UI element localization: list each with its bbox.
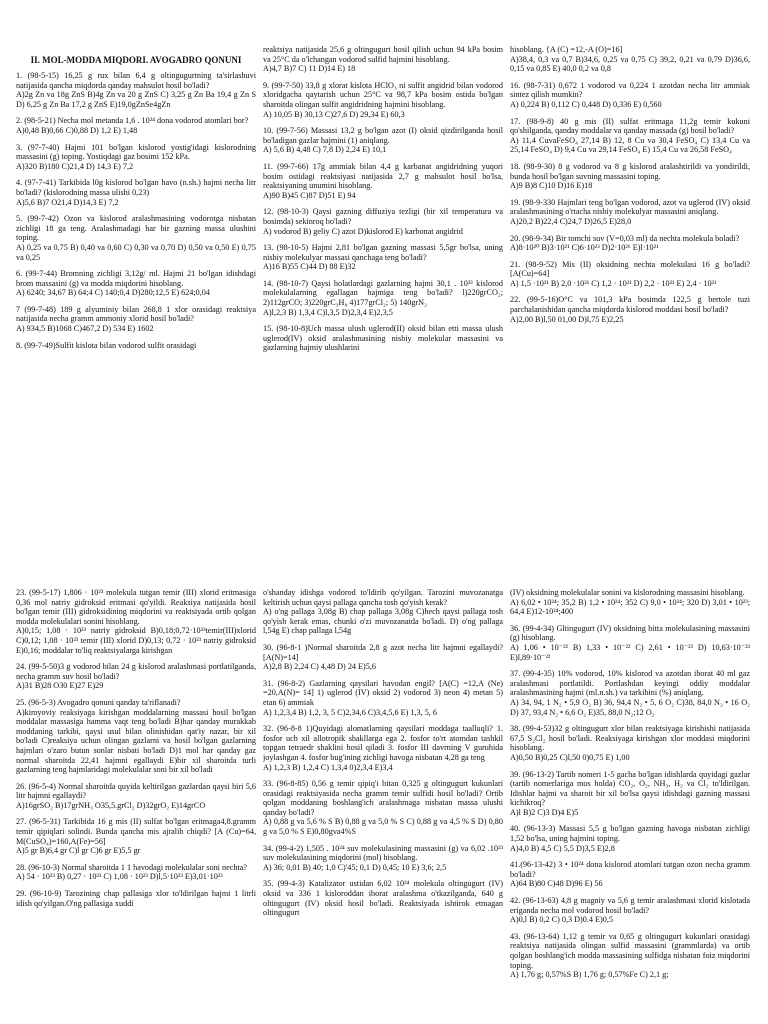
question-item: [510, 260, 750, 289]
answer-options: A) 6,02 • 10²⁴; 35,2 B) 1,2 • 10²⁴; 352 C) 9,0 • 10²⁴; 320 D) 3,01 • 10²³; 64,4 E)12-10²⁴;400: [510, 597, 750, 617]
question-text: 8. (99-7-49)Sulfit kislota bilan vodorod sulfit orasidagi: [16, 340, 197, 350]
question-item: [263, 724, 503, 772]
answer-options: A)64 B)80 C)48 D)96 E) 56: [510, 879, 603, 889]
answer-options: A)2,8 B) 2,24 C) 4,48 D) 24 E)5,6: [263, 662, 377, 672]
question-list: [16, 71, 256, 350]
column-bottom-1: [16, 588, 256, 1024]
answer-options: A) 54 · 10²³ B) 0,27 · 10²³ C) 1,08 · 10²³ D)l,5·10²³ E)3,01·10²³: [16, 872, 223, 882]
question-item: [16, 143, 256, 172]
question-text: 32. (96-8-8 1)Quyidagi alomatlarning qaysilari moddaga taalluqli? 1. fosfor uch xil allotropik shakllarga ega 2. fosfor to'rt atomdan tashkil topgan tetraedr shaklini hosil qiladi 3. fosfor III davrning V guruhida joylashgan 4. fosfor bug'ining zichligi havoga nisbatan 4,28 ga teng: [263, 724, 503, 762]
question-item: [263, 324, 503, 353]
question-item: [510, 860, 750, 889]
column-top-1: [16, 45, 256, 490]
question-text: 2. (98-5-21) Necha mol metanda 1,6 . 10²⁴ dona vodorod atomlari bor?: [16, 116, 249, 126]
question-list: [263, 588, 503, 918]
question-item: [510, 624, 750, 662]
question-text: 31. (96-8-2) Gazlarning qaysilari havodan engil? [A(C) =12,A (Ne) =20,A(N)= 14] 1) uglerod (IV) oksid 2) vodorod 3) neon 4) metan 5) etan 6) ammiak: [263, 678, 503, 707]
answer-options: A) 0,88 g va 5,6 % S B) 0,88 g va 5,0 % S C) 0,88 g va 4,5 % S D) 0,80 g va 5,0 % S E)0,80gva4%S: [263, 817, 503, 837]
question-item: [16, 863, 256, 882]
question-text: 10. (99-7-56) Massasi 13,2 g bo'lgan azot (I) oksid qizdirilganda hosil bo'ladigan gazlar hajmini (1) aniqlang.: [263, 126, 503, 145]
column-bottom-3: [510, 588, 750, 1024]
answer-options: A) o'ng pallaga 3,08g B) chap pallaga 3,08g C)hech qaysi pallaga tosh qo'yish kerak emas, chunki o'zi muvozanatda bo'ladi. D) o'ng pallaga l,54g E) chap pallaga l,54g: [263, 607, 503, 636]
answer-options: A) 11,4 CuvaFeSO₄ 27,14 B) 12, 8 Cu va 30,4 FeSO₄ C) 13,4 Cu va 25,14 FeSO₄ D) 9,4 Cu va 29,14 FeSO₄ E) 15,4 Cu va 26,58 FeSO₄: [510, 135, 750, 155]
question-text: hisoblang. {A (C) =12,-A (O)=16]: [510, 45, 623, 54]
question-list: [16, 588, 256, 908]
question-item: [510, 295, 750, 324]
question-item: [263, 126, 503, 155]
question-text: 33. (96-8-85) 0,56 g temir qipiq'i bitan 0,325 g oltingugurt kukunlari orasidagi reaktsiyasida necha gramm temir sulfidi hosil bo'ladi? Ortib qolgan moddaning boshlang'ich aralashmaga nisbatan massa ulushi qanday bo'ladi?: [263, 779, 503, 817]
answer-options: A)8·10²⁰ B)3·10²¹ C)6·10²³ D)2·10²⁶ E)l·10²¹: [510, 243, 659, 253]
answer-options: A)320 B)180 C)21,4 D) 14,3 E) 7,2: [16, 161, 134, 171]
question-text: 22. (99-5-16)O°C va 101,3 kPa bosimda 122,5 g bertole tuzi parchalanishidan qancha miqdorda kislorod moddasi hosil bo'ladi?: [510, 295, 750, 315]
question-text: 16. (98-7-31) 0,672 1 vodorod va 0,224 1 azotdan necha litr ammiak sintez qilish mumkin?: [510, 80, 750, 100]
question-item: [16, 662, 256, 691]
question-item: [263, 279, 503, 317]
question-item: [16, 178, 256, 207]
answer-options: A) 1,2,3 B) 1,2,4 C) 1,3,4 0)2,3,4 E)3,4: [263, 762, 393, 772]
question-item: [510, 824, 750, 853]
question-text: 5. (99-7-42) Ozon va kislorod aralashmasining vodorotga nisbatan zichligi 18 ga teng. Aralashmadagi har bir gazning massa ulushini toping.: [16, 214, 256, 243]
column-top-2: [263, 45, 503, 490]
question-item: [263, 45, 503, 74]
question-text: 36. (99-4-34) Gltingugurt (IV) oksidning bitta molekulasining massasini (g) hisoblang.: [510, 623, 750, 643]
question-item: [16, 71, 256, 109]
question-text: 11. (99-7-66) 17g ammiak bilan 4,4 g karbanat angidridning yuqori bosim ostidagi reaktsiyasi natijasida 2,7 g mahsulot hosil bo'lsa, reaktsiyaning unumini hisoblang.: [263, 161, 503, 191]
answer-options: A)2g Zn va 18g ZnS B)4g Zn va 20 g ZnS C) 3,25 g Zn Ba 19,4 g Zn S D) 6,25 g Zn Ba 17,2 g ZnS E)19,0gZnSe4gZn: [16, 90, 256, 109]
question-item: [510, 45, 750, 74]
question-list: [263, 45, 503, 353]
answer-options: A)5,6 B)7 O21,4 D)14,3 E) 7,2: [16, 197, 119, 207]
question-item: [16, 698, 256, 775]
question-text: 12. (98-10-3) Qaysi gazning diffuziya tezligi (bir xil temperatura va bosimda) sekinroq bo'ladi?: [263, 207, 503, 226]
answer-options: A)0,l B) 0,2 C) 0,3 D)0.4 E)0,5: [510, 915, 614, 925]
question-text: 42. (96-13-63) 4,8 g magniy va 5,6 g temir aralashmasi xlorid kislotada eriganda necha mol vodorod hosil bo'ladi?: [510, 896, 750, 915]
question-item: [510, 724, 750, 762]
answer-options: A)l,2,3 B) 1,3,4 C)l,3,5 D)2,3,4 E)2,3,5: [263, 307, 393, 317]
question-text: (IV) oksidning molekulalar sonini va kislorodning massasini hisoblang.: [510, 588, 745, 597]
answer-options: A)0,48 B)0,66 C)0,88 D) 1,2 E) 1,48: [16, 125, 138, 135]
answer-options: A) 1,5 ·10²¹ B) 2,0 ·10²¹ C) 1,2 · 10²¹ D) 2,2 · 10²¹ E) 2,4 · 10²¹: [510, 278, 717, 288]
answer-options: A) 1,76 g; 0,57%S B) 1,76 g; 0,57%Fe C) 2,1 g;: [510, 970, 669, 980]
question-item: [510, 770, 750, 818]
question-text: 3. (97-7-40) Hajmi 101 bo'lgan kislorod yostig'idagi kislorodning massasini (g) toping. Yostiqdagi gaz bosimi 152 kPa.: [16, 142, 256, 162]
question-item: [510, 81, 750, 110]
question-item: [16, 889, 256, 908]
answer-options: A) 0,25 va 0,75 B) 0,40 va 0,60 C) 0,30 va 0,70 D) 0,50 va 0,50 E) 0,75 va 0,25: [16, 242, 256, 262]
question-item: [16, 116, 256, 135]
answer-options: A)38,4, 0,3 va 0,7 B)34,6, 0,25 va 0,75 C) 39,2, 0,21 va 0,79 D)36,6, 0,15 va 0,85 E) 40,0 0,2 va 0,8: [510, 54, 750, 74]
answer-options: A) 6240; 34,67 B) 64;4 C) 140;0,4 D)280;12,5 E) 624;0,04: [16, 288, 210, 298]
question-item: [510, 896, 750, 925]
answer-options: A)2,00 B)l,50 01,00 D)l,75 E)2,25: [510, 314, 624, 324]
question-text: 17. (98-9-8) 40 g mis (II) sulfat eritmaga 11,2g temir kukuni qo'shilganda, qanday moddalar va qanday massada (g) hosil bo'ladi?: [510, 116, 750, 136]
answer-options: A) 0,224 B) 0,112 C) 0,448 D) 0,336 E) 0,560: [510, 99, 662, 109]
question-item: [510, 588, 750, 617]
question-item: [16, 269, 256, 298]
question-item: [263, 243, 503, 272]
answer-options: A) 5,6 B) 4,48 C) 7,8 D) 2,24 E) 10,1: [263, 145, 387, 155]
question-item: [16, 782, 256, 811]
question-item: [16, 305, 256, 334]
question-text: 20. (98-9-34) Bir tomchi suv (V=0,03 ml) da nechta molekula boladi?: [510, 233, 740, 243]
question-text: 13. (98-10-5) Hajmi 2,81 bo'lgan gazning massasi 5,5gr bo'lsa, uning nisbiy molekulyar massasi qanchaga teng bo'ladi?: [263, 243, 503, 262]
question-text: 37. (99-4-35) 10% vodorod, 10% kislorod va azotdan iborat 40 ml gaz aralashmasi portlatildi. Portlashdan keyingi oddiy moddalar aralashmasining hajmi (ml.n.sh.) va tarkibini (%) aniqlang.: [510, 669, 750, 698]
answer-options: A)5 gr B)6,4 gr C)l gr C)6 gr E)5,5 gr: [16, 846, 141, 856]
question-item: [510, 198, 750, 227]
question-item: [263, 679, 503, 717]
answer-options: A)31 B)28 O30 E)27 E)29: [16, 681, 104, 691]
question-item: [263, 879, 503, 917]
answer-options: A) 10,05 B) 30,13 C)27,6 D) 29,34 E) 60,3: [263, 109, 405, 119]
question-text: 34. (99-4-2) 1,505 . 10²⁴ suv molekulasining massasini (g) va 6,02 .10²³ suv molekulasining miqdorini (mol) hisoblang.: [263, 843, 503, 863]
answer-options: A)l B)2 C)3 D)4 E)5: [510, 807, 579, 817]
answer-options: A)0,50 B)0,25 C)l,50 0)0,75 E) 1,00: [510, 752, 630, 762]
answer-options: A) vodorod B) geliy C) azot D)kislorod E) karbonat angidrid: [263, 226, 463, 236]
question-item: [263, 207, 503, 236]
question-item: [263, 588, 503, 636]
question-text: 28. (96-10-3) Normal sharoitda 1 1 havodagi molekulalar soni nechta?: [16, 862, 248, 872]
question-text: 7 (99-7-48) 189 g alyuminiy bilan 268,8 1 xlor orasidagi reaktsiya natijasida necha gramm ammoniy xlorid hosil bo'ladi?: [16, 304, 256, 324]
question-text: 41.(96-13-42) 3 • 10²⁴ dona kislorod atomlari tutgan ozon necha gramm bo'ladi?: [510, 860, 750, 879]
question-text: 43. (96-13-64) 1,12 g temir va 0,65 g oltingugurt kukunlari orasidagi reaktsiya natijasida olingan sulfid massasini (grammlarda) va ortib qolgan boshlang'ich modda massasining sulfidga nisbatan foiz miqdorini toping.: [510, 931, 750, 970]
answer-options: A)4,0 B) 4,5 C) 5,5 D)3,5 E)2,8: [510, 843, 615, 853]
question-text: 4. (97-7-41) Tarkibida l0g kislorod bo'lgan havo (n.sh.) hajmi necha litr bo'ladi? (kislorodning massa ulishi 0,23): [16, 178, 256, 197]
answer-options: A)16 B)55 C)44 D) 88 E)32: [263, 262, 356, 272]
answer-options: A)0,15; 1,08 · 10²³ natriy gidroksid B)0,18;0,72·10²³temir(III)xlorid C)0,12; 1,08 · 10²³ temir (III) xlorid D)0,13; 0,72 · 10²³ natriy gidroksid E)0,16; moddalar to'liq reaktsiyalarga kirishgan: [16, 626, 256, 655]
question-item: [510, 932, 750, 980]
question-list: [510, 588, 750, 980]
answer-options: A) 1,06 • 10⁻²² B) 1,33 • 10⁻²² C) 2,61 • 10⁻²³ D) 10,63·10⁻²³ E)l,89·10⁻²²: [510, 642, 750, 662]
question-item: [263, 779, 503, 837]
question-text: 1. (98-5-15) 16,25 g rux bilan 6,4 g oltingugurtning ta'sirlashuvi natijasida qancha miqdorda qanday mahsulot hosil bo'ladi?: [16, 71, 256, 90]
question-text: 24. (99-5-50)3 g vodorod bilan 24 g kislorod aralashmasi portlatilganda, necha gramm suv hosil bo'ladi?: [16, 662, 256, 681]
question-item: [16, 214, 256, 262]
answer-options: A)20,2 B)22,4 C)24,7 D)26,5 E)28,0: [510, 216, 632, 226]
question-text: 9. (99-7-50) 33,8 g xlorat kislota HClO₃ ni sulfit angidrid bilan vodorod xloridgacha qaytarish uchun 25°C va 98,7 kPa bosim ostida bo'lgan sharoitda olingan sulfit angidridning hajmini hisoblang.: [263, 80, 503, 109]
question-text: 26. (96-5-4) Normal sharoitda quyida keltirilgan gazlardan qaysi biri 5,6 litr hajmni egallaydi?: [16, 781, 256, 801]
question-text: 19. (98-9-330 Hajmlari teng bo'lgan vodorod, azot va uglerod (IV) oksid aralashmasining o'rtacha nisbiy molekulyar massasini aniqlang.: [510, 197, 750, 217]
question-text: 23. (99-5-17) 1,806 · 10²³ molekula tutgan temir (III) xlorid eritmasiga 0,36 mol natriy gidroksid eritmasi qo'yildi. Reaksiya natijasida hosil bo'lgan temir (III) gidroksidining miqdorini va reaktsiyada ortib qolgan modda molekulalari sonini hisoblang.: [16, 588, 256, 626]
question-item: [263, 844, 503, 873]
question-text: o'shanday idishga vodorod to'ldirib qo'yilgan. Tarozini muvozanatga keltirish uchun qaysi pallaga qancha tosh qo'yish kerak?: [263, 588, 503, 607]
answer-options: A)16grSO₂ B)17grNH₃ O35,5.grCl₂ D)32grO₂ E)14grCO: [16, 800, 206, 810]
question-text: 35. (99-4-3) Katalizator ustidan 6,02 10²⁴ molekula oltingugurt (IV) oksid va 336 1 kisloroddan iborat aralashma o'tkazilganda, 640 g oltingugurt (IV) oksid hosil bo'ladi. Reaktsiyada ishtirok etmagan oltingugurt: [263, 879, 503, 918]
question-item: [16, 588, 256, 655]
answer-options: A)90 B)45 C)87 D)51 E) 94: [263, 190, 356, 200]
question-item: [510, 162, 750, 191]
question-item: [263, 81, 503, 119]
question-item: [510, 117, 750, 155]
answer-options: A)kimyoviy reaksiyaga kirishgan moddalarning massasi hosil bo'lgan moddalar massasiga hamma vaqt teng bo'ladi B)har qanday murakkab moddaning tarkibi, qaysi usul bilan olinishidan qat'iy nazar, bir xil bo'ladi C)reaksiya uchun olingan gazlarni va hosil bo'lgan gazlarning hajmlari o'zaro butun sonlar nisbati bo'ladi D)1 mol har qanday gaz normal sharoitda 22,41 hajmni egallaydi E)bir xil sharoitda turli gazlarning teng hajmlaridagi molekulalar soni bir xil bo'ladi: [16, 707, 256, 775]
question-text: 6. (99-7-44) Bromning zichligi 3,12g/ ml. Hajmi 21 bo'lgan idishdagi brom massasini (g) va modda miqdorini hisoblang.: [16, 269, 256, 288]
question-text: 18. (98-9-30) 8 g vodorod va 8 g kislorod aralashtirildi va yondirildi, bunda hosil bo'lgan suvning massasini toping.: [510, 161, 750, 181]
question-text: 38. (99-4-53)32 g oltingugurt xlor bilan reaktsiyaga kirishishi natijasida 67,5 S₂Cl₂ hosil bo'ladi. Reaksiyaga kirishgan xlor moddasi miqdorini hisoblang.: [510, 724, 750, 753]
question-text: 21. (98-9-52) Mis (II) oksidning nechta molekulasi 16 g bo'ladi?[A(Cu)=64]: [510, 259, 750, 279]
question-item: [263, 162, 503, 200]
question-text: 27. (96-5-31) Tarkibida 16 g mis (II) sulfat bo'lgan eritmaga4,8.gramm temir qipiqlari solindi. Bunda qancha mis ajralib chiqdi? [A (Cu)=64, M(CuSO₄)=160,A(Fe)=56]: [16, 817, 256, 846]
question-item: [510, 669, 750, 717]
question-item: [510, 234, 750, 253]
column-top-3: [510, 45, 750, 490]
answer-options: A) 1,2,3,4 B) 1,2, 3, 5 C)2,34,6 C)3,4,5,6 E) 1,3, 5, 6: [263, 707, 437, 717]
question-item: [16, 817, 256, 855]
question-list: [510, 45, 750, 324]
answer-options: A)9 B)8 C)10 D)16 E)18: [510, 181, 593, 191]
question-text: 39. (96-13-2) Tartib nomeri 1-5 gacha bo'lgan idishlarda quyidagi gazlar (tartib nomerlariga mos holda) CO₂, O₂, NH₃, H₂ va Cl₂ to'ldirilgan. Idishlar hajmi va sharoit bir xil bo'lsa qaysi idishdagi gazning massasi kichikroq?: [510, 769, 750, 808]
answer-options: A) 934,5 B)1068 C)467,2 D) 534 E) 1602: [16, 324, 154, 334]
page-gap: [0, 490, 768, 588]
question-item: [16, 341, 256, 351]
question-text: 40. (96-13-3) Massasi 5,5 g bo'lgan gazning havoga nisbatan zichligi 1,52 bo'lsa, uning hajmini toping.: [510, 824, 750, 844]
section-title: II. MOL-MODDA MIQDORI. AVOGADRO QONUNI: [30, 55, 242, 65]
question-text: reaktsiya natijasida 25,6 g oltingugurt hosil qilish uchun 94 kPa bosim va 25°C da o'lchangan vodorod sulfid hajmini hisoblang.: [263, 45, 503, 64]
question-text: 30. (96-8-1 )Normal sharoitda 2,8 g azot necha litr hajmni egallaydi? [A(N)=14]: [263, 642, 503, 662]
question-text: 15. (98-10-8)Uch massa ulush uglerod(II) oksid bilan etti massa ulush uglerod(IV) oksid aralashmasining nisbiy molekular massasini va gazlarning hajmiy ulushlarini: [263, 324, 503, 353]
answer-options: A) 34, 94, 1 N₂ • 5,9 O₂ B) 36, 94,4 N₂ • 5, 6 O₂ C)38, 84,0 N₂ • 16 O₂ D) 37, 93,4 N₂ • 6,6 O₂ E)35, 88,0 N₂;12 O₂: [510, 697, 750, 717]
question-text: 14. (98-10-7) Qaysi holatlardagi gazlarning hajmi 30,1 . 10²³ kislorod molekulalarning egallagan hajmiga teng bo'ladi? l)220grCO₂; 2)112grCO; 3)220grC₃H₈ 4)177grCl₂; 5) 140grN₂: [263, 278, 503, 308]
question-text: 25. (96-5-3) Avogadro qonuni qanday ta'riflanadi?: [16, 697, 181, 707]
answer-options: A)4,7 B)7 C) 11 D)14 E) 18: [263, 64, 356, 74]
question-item: [263, 643, 503, 672]
question-text: 29. (96-10-9) Tarozining chap pallasiga xlor to'ldirilgan hajmi 1 litrli idish qo'yilgan.O'ng pallasiga xuddi: [16, 889, 256, 908]
column-bottom-2: [263, 588, 503, 1024]
answer-options: A) 36; 0,01 B) 40; 1,0 C)'45; 0,1 D) 0,45; 10 E) 3,6; 2,5: [263, 862, 447, 872]
